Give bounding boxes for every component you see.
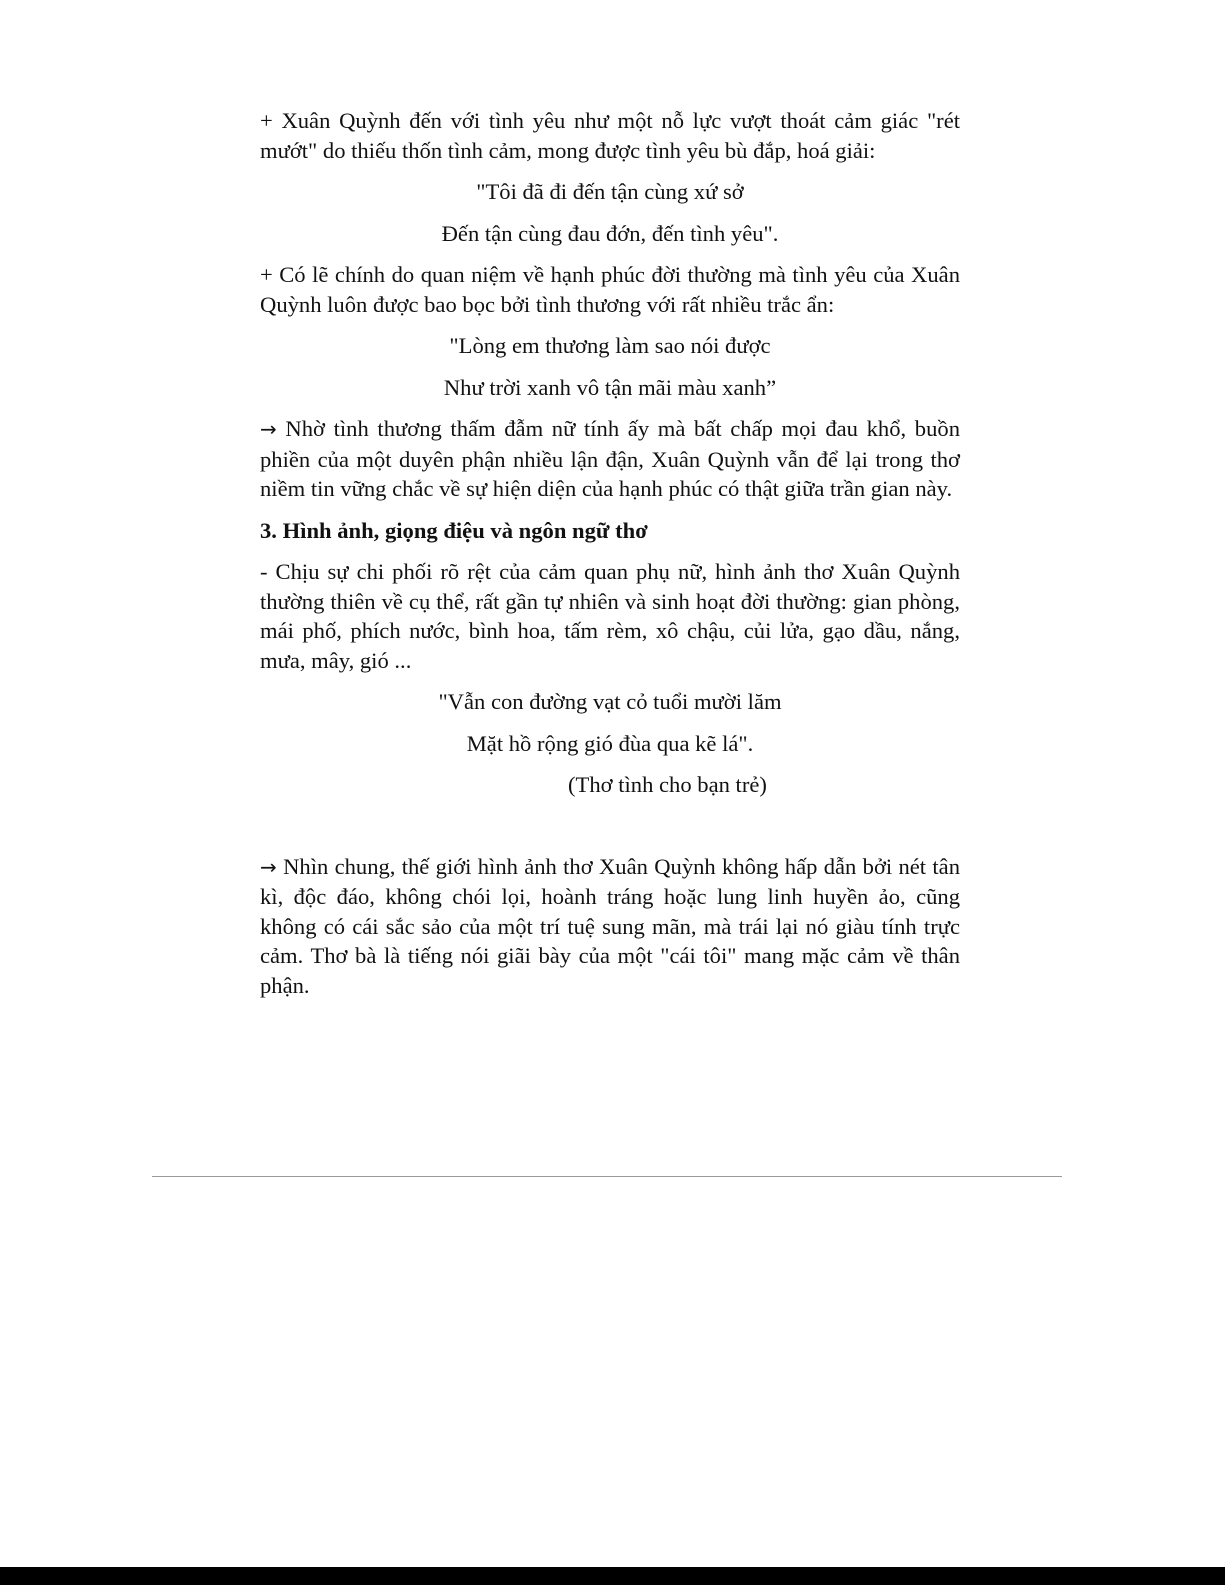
poem-line: Mặt hồ rộng gió đùa qua kẽ lá". bbox=[466, 730, 754, 756]
right-arrow-icon: → bbox=[260, 854, 277, 879]
paragraph-text: Nhờ tình thương thấm đẫm nữ tính ấy mà bất chấp mọi đau khổ, buồn phiền của một duyên phận nhiều lận đận, Xuân Quỳnh vẫn để lại trong thơ niềm tin vững chắc về sự hiện diện của hạnh phúc có thật giữa trần gian này. bbox=[260, 416, 960, 501]
paragraph-summary bbox=[260, 852, 960, 1001]
poem-line: "Lòng em thương làm sao nói được bbox=[449, 333, 771, 358]
poem-line: "Tôi đã đi đến tận cùng xứ sở bbox=[476, 179, 744, 204]
poem-line: Như trời xanh vô tận mãi màu xanh” bbox=[443, 374, 777, 400]
paragraph-compassion: + Có lẽ chính do quan niệm về hạnh phúc đời thường mà tình yêu của Xuân Quỳnh luôn được bao bọc bởi tình thương với rất nhiều trắc ẩn: bbox=[260, 262, 960, 317]
bottom-edge-bar bbox=[0, 1567, 1225, 1585]
poem-line: "Vẫn con đường vạt cỏ tuổi mười lăm bbox=[438, 689, 782, 714]
poem-source: (Thơ tình cho bạn trẻ) bbox=[568, 772, 767, 797]
poem-line: Đến tận cùng đau đớn, đến tình yêu". bbox=[441, 220, 779, 246]
right-arrow-icon: → bbox=[260, 417, 277, 441]
spacer bbox=[260, 800, 960, 852]
paragraph-love-escape: + Xuân Quỳnh đến với tình yêu như một nỗ lực vượt thoát cảm giác "rét mướt" do thiếu thốn tình cảm, mong được tình yêu bù đắp, hoá giải: bbox=[260, 108, 960, 163]
paragraph-conclusion-happiness bbox=[260, 414, 960, 504]
paragraph-text: Nhìn chung, thế giới hình ảnh thơ Xuân Quỳnh không hấp dẫn bởi nét tân kì, độc đáo, không chói lọi, hoành tráng hoặc lung linh huyền ảo, cũng không có cái sắc sảo của một trí tuệ sung mãn, mà trái lại nó giàu tính trực cảm. Thơ bà là tiếng nói giãi bày của một "cái tôi" mang mặc cảm về thân phận. bbox=[260, 853, 960, 998]
page-divider bbox=[152, 1176, 1062, 1177]
document-body bbox=[260, 106, 960, 1012]
section-heading: 3. Hình ảnh, giọng điệu và ngôn ngữ thơ bbox=[260, 517, 648, 543]
paragraph-imagery: - Chịu sự chi phối rõ rệt của cảm quan phụ nữ, hình ảnh thơ Xuân Quỳnh thường thiên về cụ thể, rất gần tự nhiên và sinh hoạt đời thường: gian phòng, mái phố, phích nước, bình hoa, tấm rèm, xô chậu, củi lửa, gạo dầu, nắng, mưa, mây, gió ... bbox=[260, 559, 960, 673]
